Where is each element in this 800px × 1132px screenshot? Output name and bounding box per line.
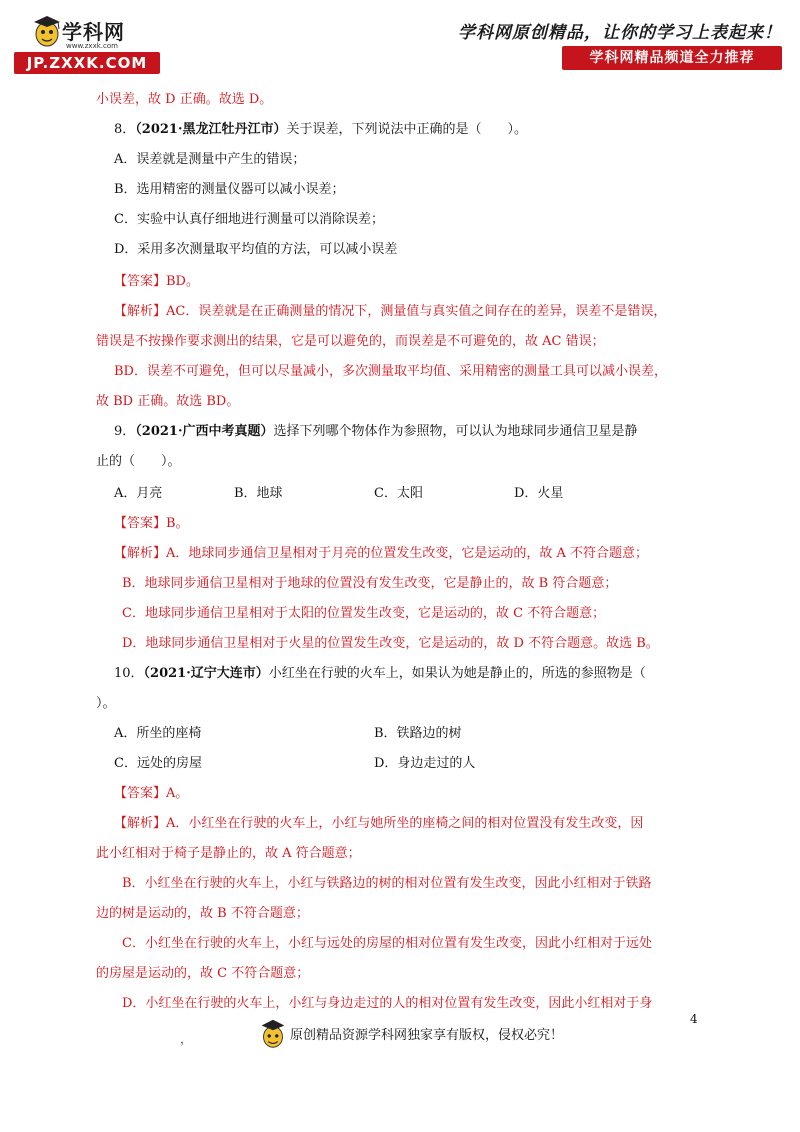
question-number: 9． (114, 424, 136, 439)
option-d: D．火星 (514, 486, 564, 501)
page-number: 4 (690, 1012, 698, 1026)
copyright-notice: 原创精品资源学科网独家享有版权，侵权必究！ (290, 1028, 564, 1043)
explanation-line: 错误是不按操作要求测出的结果，它是可以避免的，而误差是不可避免的，故 AC 错误； (96, 334, 605, 349)
question-number: 8． (114, 122, 136, 137)
answer-line: 【答案】B。 (114, 516, 189, 531)
explanation-line: BD．误差不可避免，但可以尽量减小，多次测量取平均值、采用精密的测量工具可以减小误差， (114, 364, 667, 379)
explanation-line: 【解析】AC．误差就是在正确测量的情况下，测量值与真实值之间存在的差异，误差不是错误， (114, 304, 667, 319)
option-c: C．实验中认真仔细地进行测量可以消除误差； (114, 212, 384, 227)
explanation-line: 边的树是运动的，故 B 不符合题意； (96, 906, 309, 921)
option-a: A．所坐的座椅 (114, 726, 202, 741)
question-text: 小红坐在行驶的火车上，如果认为她是静止的，所选的参照物是（ (268, 666, 646, 681)
option-a: A．误差就是测量中产生的错误； (114, 152, 306, 167)
question-source: （2021·广西中考真题） (135, 424, 274, 439)
explanation-line: D．小红坐在行驶的火车上，小红与身边走过的人的相对位置有发生改变，因此小红相对于身 (122, 996, 653, 1011)
option-d: D．采用多次测量取平均值的方法，可以减小误差 (114, 242, 398, 257)
option-b: B．选用精密的测量仪器可以减小误差； (114, 182, 345, 197)
option-b: B．铁路边的树 (374, 726, 462, 741)
option-d: D．身边走过的人 (374, 756, 476, 771)
logo-url-small: www.zxxk.com (66, 42, 118, 50)
question-source: （2021·辽宁大连市） (143, 666, 269, 681)
explanation-line: B．小红坐在行驶的火车上，小红与铁路边的树的相对位置有发生改变，因此小红相对于铁路 (122, 876, 652, 891)
question-text: ）。 (96, 696, 116, 711)
logo-url: JP.ZXXK.COM (14, 52, 160, 74)
mascot-icon (32, 12, 62, 50)
answer-line: 【答案】A。 (114, 786, 189, 801)
explanation-line: 【解析】A．地球同步通信卫星相对于月亮的位置发生改变，它是运动的，故 A 不符合题意； (114, 546, 649, 561)
question-10-stem (114, 664, 646, 684)
explanation-line: D．地球同步通信卫星相对于火星的位置发生改变，它是运动的，故 D 不符合题意。故选 B。 (122, 636, 659, 651)
site-logo[interactable] (14, 12, 164, 72)
question-text: 止的（ ）。 (96, 454, 181, 469)
option-a: A．月亮 (114, 486, 163, 501)
question-9-stem (114, 422, 638, 442)
answer-line: 【答案】BD。 (114, 274, 199, 289)
header-tag: 学科网精品频道全力推荐 (562, 46, 782, 70)
question-number: 10． (114, 666, 144, 681)
option-c: C．远处的房屋 (114, 756, 202, 771)
footer-comma: ， (180, 1032, 193, 1046)
mascot-icon (258, 1016, 288, 1052)
explanation-line: 故 BD 正确。故选 BD。 (96, 394, 240, 409)
explanation-line: B．地球同步通信卫星相对于地球的位置没有发生改变，它是静止的，故 B 符合题意； (122, 576, 618, 591)
question-source: （2021·黑龙江牡丹江市） (135, 122, 287, 137)
option-b: B．地球 (234, 486, 283, 501)
explanation-line: C．小红坐在行驶的火车上，小红与远处的房屋的相对位置有发生改变，因此小红相对于远处 (122, 936, 652, 951)
question-8-stem (114, 120, 527, 140)
explanation-line: 的房屋是运动的，故 C 不符合题意； (96, 966, 310, 981)
explanation-line: 此小红相对于椅子是静止的，故 A 符合题意； (96, 846, 361, 861)
explanation-line: C．地球同步通信卫星相对于太阳的位置发生改变，它是运动的，故 C 不符合题意； (122, 606, 606, 621)
question-text: 关于误差，下列说法中正确的是（ ）。 (286, 122, 528, 137)
option-c: C．太阳 (374, 486, 423, 501)
logo-text: 学科网 (62, 20, 125, 44)
explanation-line: 【解析】A．小红坐在行驶的火车上，小红与她所坐的座椅之间的相对位置没有发生改变，因 (114, 816, 644, 831)
text-line: 小误差，故 D 正确。故选 D。 (96, 92, 273, 107)
question-text: 选择下列哪个物体作为参照物，可以认为地球同步通信卫星是静 (273, 424, 638, 439)
page-header (0, 0, 800, 78)
header-slogan: 学科网原创精品，让你的学习上表起来！ (458, 23, 782, 43)
